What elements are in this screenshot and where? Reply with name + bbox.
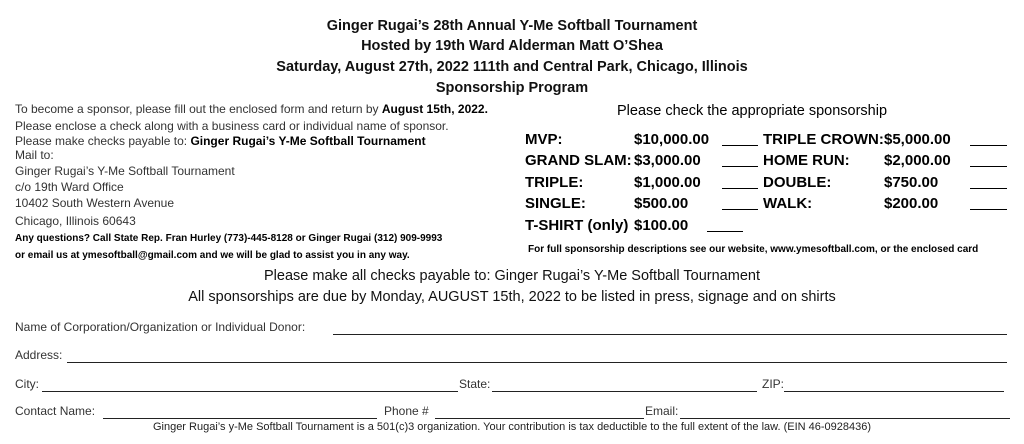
payable-notice: Please make all checks payable to: Ginger Rugai’s Y-Me Softball Tournament	[264, 268, 760, 284]
intro-prefix: To become a sponsor, please fill out the enclosed form and return by	[15, 102, 382, 116]
sponsorship-heading: Please check the appropriate sponsorship	[617, 103, 888, 119]
title-line-3: Saturday, August 27th, 2022 111th and Central Park, Chicago, Illinois	[276, 59, 748, 75]
email-label: Email:	[645, 404, 679, 418]
level-mvp-checkbox[interactable]	[722, 133, 758, 146]
level-single-name: SINGLE:	[525, 195, 586, 212]
level-triple-checkbox[interactable]	[722, 176, 758, 189]
phone-label: Phone #	[384, 404, 429, 418]
mail-to-label: Mail to:	[15, 148, 54, 162]
contact-name-label: Contact Name:	[15, 404, 96, 418]
level-mvp-name: MVP:	[525, 131, 563, 148]
level-triple-crown-name: TRIPLE CROWN:	[763, 131, 884, 148]
zip-field[interactable]	[784, 391, 1004, 392]
city-field[interactable]	[42, 391, 458, 392]
email-field[interactable]	[680, 418, 1010, 419]
level-grand-slam-name: GRAND SLAM:	[525, 152, 632, 169]
level-walk-checkbox[interactable]	[970, 197, 1007, 210]
checks-prefix: Please make checks payable to:	[15, 134, 191, 148]
level-tshirt-name: T-SHIRT (only)	[525, 217, 629, 234]
level-triple-name: TRIPLE:	[525, 174, 584, 191]
level-grand-slam-amount: $3,000.00	[634, 152, 701, 169]
enclose-text: Please enclose a check along with a business card or individual name of sponsor.	[15, 119, 449, 133]
address-field[interactable]	[67, 362, 1007, 363]
level-triple-amount: $1,000.00	[634, 174, 701, 191]
checks-payee: Ginger Rugai’s Y-Me Softball Tournament	[190, 134, 426, 148]
title-line-2: Hosted by 19th Ward Alderman Matt O’Shea	[361, 38, 663, 54]
title-line-4: Sponsorship Program	[435, 80, 589, 96]
intro-date: August 15th, 2022.	[381, 102, 488, 116]
sponsorship-note: For full sponsorship descriptions see our website, www.ymesoftball.com, or the enclosed card	[528, 244, 979, 255]
city-label: City:	[15, 377, 39, 391]
address-line-3: 10402 South Western Avenue	[15, 196, 175, 210]
level-tshirt-amount: $100.00	[634, 217, 689, 234]
level-triple-crown-checkbox[interactable]	[970, 133, 1007, 146]
questions-text: Any questions? Call State Rep. Fran Hurley (773)-445-8128 or Ginger Rugai (312) 909-9993	[15, 233, 443, 244]
intro-text	[15, 102, 488, 116]
phone-field[interactable]	[435, 418, 644, 419]
level-home-run-amount: $2,000.00	[884, 152, 951, 169]
level-single-checkbox[interactable]	[722, 197, 758, 210]
address-line-2: c/o 19th Ward Office	[15, 180, 124, 194]
address-line-4: Chicago, Illinois 60643	[15, 214, 136, 228]
level-double-amount: $750.00	[884, 174, 939, 191]
state-label: State:	[459, 377, 491, 391]
address-label: Address:	[15, 348, 63, 362]
level-single-amount: $500.00	[634, 195, 689, 212]
title-line-1: Ginger Rugai’s 28th Annual Y-Me Softball Tournament	[326, 18, 698, 34]
level-home-run-name: HOME RUN:	[763, 152, 850, 169]
contact-name-field[interactable]	[103, 418, 377, 419]
donor-name-field[interactable]	[333, 334, 1007, 335]
level-tshirt-checkbox[interactable]	[707, 219, 743, 232]
level-double-checkbox[interactable]	[970, 176, 1007, 189]
address-line-1: Ginger Rugai’s Y-Me Softball Tournament	[15, 164, 235, 178]
checks-text	[15, 134, 426, 148]
level-grand-slam-checkbox[interactable]	[722, 154, 758, 167]
level-mvp-amount: $10,000.00	[634, 131, 710, 148]
level-home-run-checkbox[interactable]	[970, 154, 1007, 167]
email-text: or email us at ymesoftball@gmail.com and we will be glad to assist you in any way.	[15, 250, 410, 261]
level-triple-crown-amount: $5,000.00	[884, 131, 951, 148]
level-walk-name: WALK:	[763, 195, 813, 212]
zip-label: ZIP:	[762, 377, 785, 391]
level-double-name: DOUBLE:	[763, 174, 832, 191]
state-field[interactable]	[492, 391, 757, 392]
due-notice: All sponsorships are due by Monday, AUGUST 15th, 2022 to be listed in press, signage and on shirts	[188, 289, 836, 305]
level-walk-amount: $200.00	[884, 195, 939, 212]
donor-name-label: Name of Corporation/Organization or Individual Donor:	[15, 320, 306, 334]
footer-disclaimer: Ginger Rugai’s y-Me Softball Tournament is a 501(c)3 organization. Your contribution is tax deductible to the full extent of the law. (EIN 46-0928436)	[152, 421, 872, 433]
